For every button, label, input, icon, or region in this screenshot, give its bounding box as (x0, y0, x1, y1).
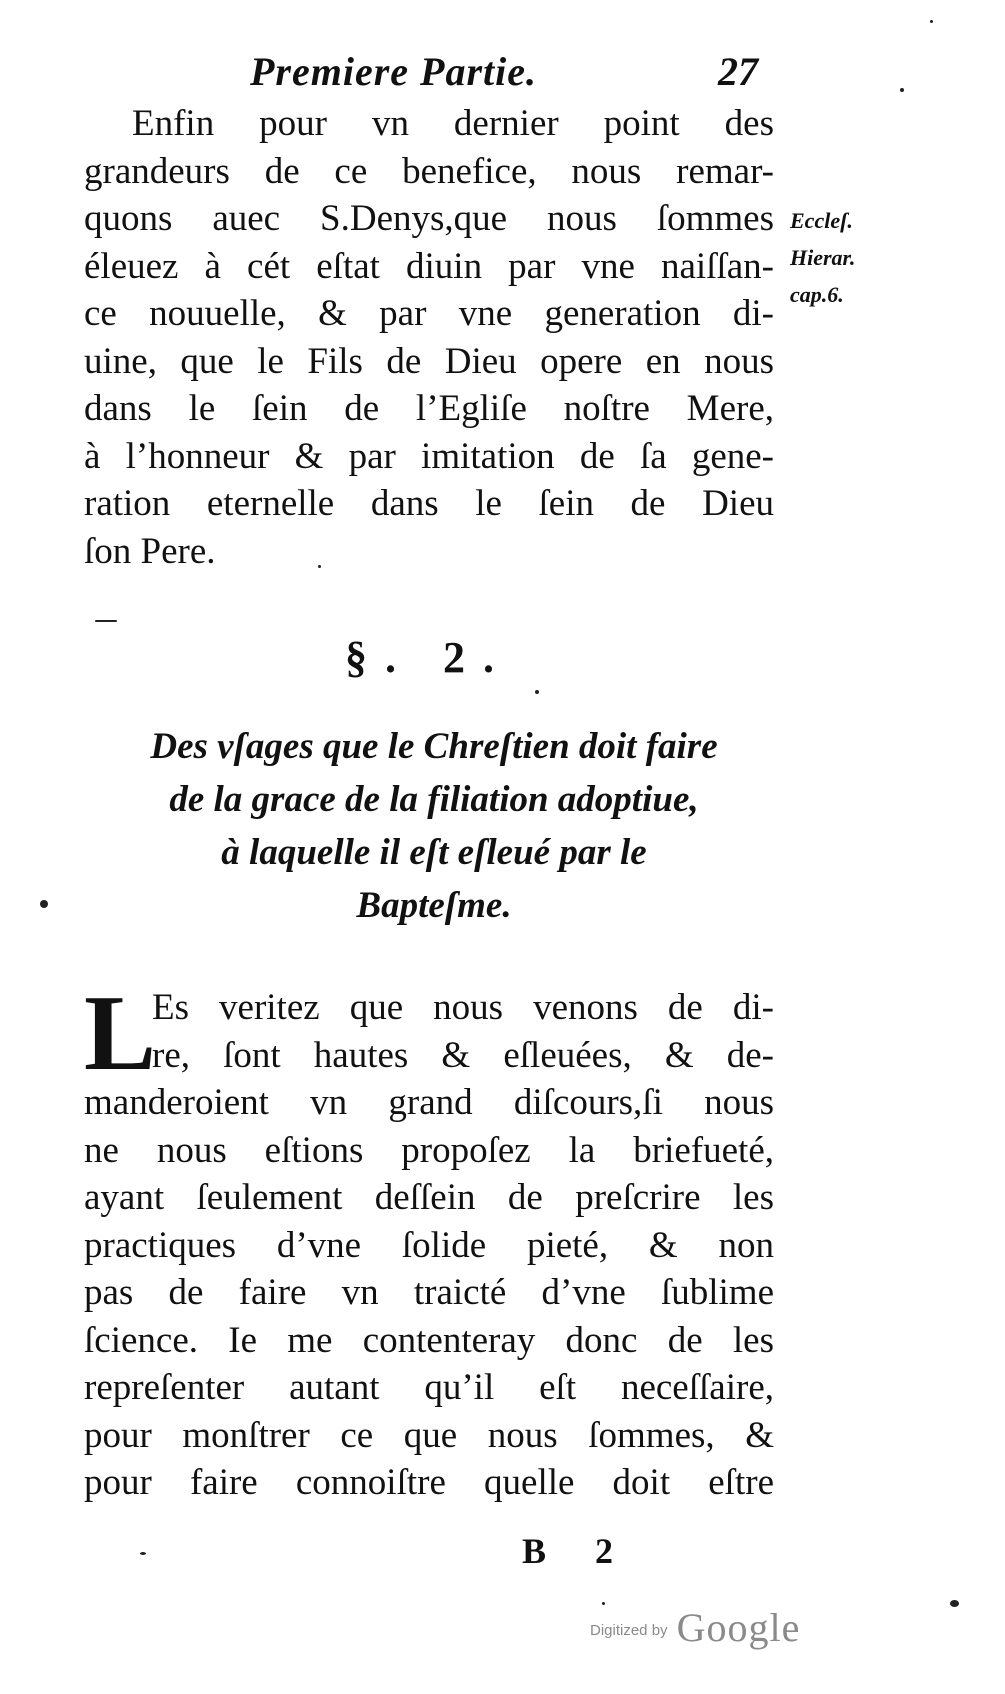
running-head: Premiere Partie. (250, 49, 538, 94)
citation-line: Eccleſ. (790, 208, 853, 233)
title-line: de la grace de la filiation adoptiue, (169, 779, 699, 820)
google-logo: Google (676, 1605, 801, 1650)
page-number: 27 (718, 49, 758, 94)
text-line: ayant ſeulement deſſein de preſcrire les (84, 1177, 774, 1218)
text-line: uine, que le Fils de Dieu opere en nous (84, 340, 774, 382)
title-line: à laquelle il eſt eſleué par le (221, 832, 647, 873)
scan-speck (535, 690, 539, 694)
scan-speck (900, 88, 904, 92)
scan-speck (930, 20, 933, 23)
title-line: Bapteſme. (356, 885, 512, 926)
scan-speck (95, 620, 117, 622)
paragraph-1 (84, 100, 774, 575)
section-title (84, 720, 784, 932)
text-line: manderoient vn grand diſcours,ſi nous (84, 1082, 774, 1123)
text-line: éleuez à cét eſtat diuin par vne naiſſan- (84, 245, 774, 287)
text-line: Enfin pour vn dernier point des (132, 103, 774, 144)
citation-line: cap.6. (790, 282, 844, 307)
text-line: practiques d’vne ſolide pieté, & non (84, 1224, 774, 1266)
digitized-watermark (590, 1604, 800, 1651)
text-line: repreſenter autant qu’il eſt neceſſaire, (84, 1367, 774, 1408)
text-line: ration eternelle dans le ſein de Dieu (84, 483, 774, 524)
text-line: re, ſont hautes & eſleuées, & de- (152, 1034, 774, 1076)
title-line: Des vſages que le Chreſtien doit faire (150, 726, 718, 767)
text-line: quons auec S.Denys,que nous ſommes (84, 198, 774, 239)
text-line: pour faire connoiſtre quelle doit eſtre (84, 1462, 774, 1503)
scan-speck (140, 1552, 146, 1555)
scan-speck (602, 1602, 605, 1605)
text-line: ne nous eſtions propoſez la briefueté, (84, 1129, 774, 1171)
watermark-prefix: Digitized by (590, 1622, 668, 1639)
text-line: dans le ſein de l’Egliſe noſtre Mere, (84, 388, 774, 429)
signature-mark: B 2 (522, 1531, 634, 1571)
scan-speck (950, 1600, 959, 1607)
page-header (250, 48, 770, 96)
citation-line: Hierar. (790, 245, 856, 270)
text-line: ſon Pere. (84, 530, 216, 572)
text-line: pour monſtrer ce que nous ſommes, & (84, 1414, 774, 1456)
marginal-citation (790, 202, 910, 313)
text-line: grandeurs de ce benefice, nous remar- (84, 150, 774, 192)
drop-cap: L (84, 974, 157, 1093)
paragraph-2 (84, 974, 774, 1507)
text-line: ſcience. Ie me contenteray donc de les (84, 1319, 774, 1361)
section-number: §. 2. (345, 633, 512, 682)
text-line: Es veritez que nous venons de di- (152, 987, 774, 1028)
text-line: ce nouuelle, & par vne generation di- (84, 293, 774, 334)
scan-speck (318, 565, 321, 568)
text-line: pas de faire vn traicté d’vne ſublime (84, 1272, 774, 1313)
text-line: à l’honneur & par imitation de ſa gene- (84, 435, 774, 477)
scan-speck (40, 900, 48, 908)
